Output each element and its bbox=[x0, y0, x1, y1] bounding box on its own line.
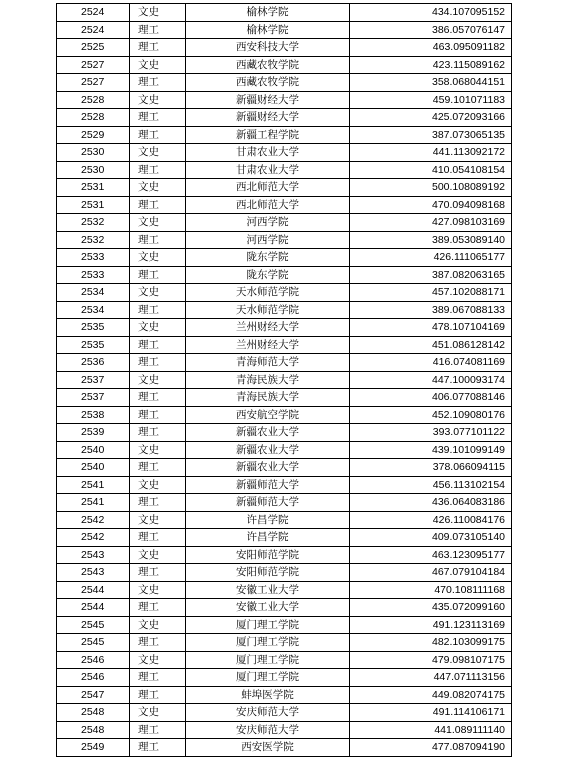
school-name-cell: 榆林学院 bbox=[186, 4, 350, 22]
subject-type-cell: 理工 bbox=[130, 336, 186, 354]
school-code-cell: 2531 bbox=[57, 179, 130, 197]
subject-type-cell: 理工 bbox=[130, 634, 186, 652]
score-cell: 459.101071183 bbox=[350, 91, 512, 109]
school-name-cell: 新疆农业大学 bbox=[186, 459, 350, 477]
table-row bbox=[57, 616, 512, 634]
school-code-cell: 2537 bbox=[57, 371, 130, 389]
school-name-cell: 许昌学院 bbox=[186, 511, 350, 529]
table-row bbox=[57, 74, 512, 92]
school-code-cell: 2540 bbox=[57, 441, 130, 459]
school-name-cell: 厦门理工学院 bbox=[186, 651, 350, 669]
school-code-cell: 2543 bbox=[57, 546, 130, 564]
score-cell: 410.054108154 bbox=[350, 161, 512, 179]
school-code-cell: 2534 bbox=[57, 301, 130, 319]
table-row bbox=[57, 686, 512, 704]
school-code-cell: 2528 bbox=[57, 109, 130, 127]
table-row bbox=[57, 721, 512, 739]
score-cell: 457.102088171 bbox=[350, 284, 512, 302]
school-code-cell: 2543 bbox=[57, 564, 130, 582]
school-name-cell: 新疆农业大学 bbox=[186, 424, 350, 442]
school-code-cell: 2533 bbox=[57, 249, 130, 267]
school-code-cell: 2532 bbox=[57, 214, 130, 232]
school-name-cell: 安阳师范学院 bbox=[186, 564, 350, 582]
table-row bbox=[57, 406, 512, 424]
score-cell: 427.098103169 bbox=[350, 214, 512, 232]
school-code-cell: 2545 bbox=[57, 616, 130, 634]
table-row bbox=[57, 651, 512, 669]
table-row bbox=[57, 494, 512, 512]
school-code-cell: 2530 bbox=[57, 161, 130, 179]
school-code-cell: 2536 bbox=[57, 354, 130, 372]
school-code-cell: 2539 bbox=[57, 424, 130, 442]
school-name-cell: 河西学院 bbox=[186, 214, 350, 232]
subject-type-cell: 理工 bbox=[130, 161, 186, 179]
school-name-cell: 天水师范学院 bbox=[186, 301, 350, 319]
subject-type-cell: 理工 bbox=[130, 459, 186, 477]
subject-type-cell: 理工 bbox=[130, 406, 186, 424]
school-code-cell: 2548 bbox=[57, 721, 130, 739]
school-name-cell: 厦门理工学院 bbox=[186, 616, 350, 634]
subject-type-cell: 文史 bbox=[130, 546, 186, 564]
school-code-cell: 2548 bbox=[57, 704, 130, 722]
school-code-cell: 2542 bbox=[57, 529, 130, 547]
table-row bbox=[57, 511, 512, 529]
table-row bbox=[57, 476, 512, 494]
school-code-cell: 2542 bbox=[57, 511, 130, 529]
school-name-cell: 许昌学院 bbox=[186, 529, 350, 547]
score-cell: 463.123095177 bbox=[350, 546, 512, 564]
table-row bbox=[57, 91, 512, 109]
school-name-cell: 西安航空学院 bbox=[186, 406, 350, 424]
table-row bbox=[57, 424, 512, 442]
table-row bbox=[57, 371, 512, 389]
table-row bbox=[57, 354, 512, 372]
score-cell: 387.073065135 bbox=[350, 126, 512, 144]
score-cell: 470.108111168 bbox=[350, 581, 512, 599]
score-cell: 426.111065177 bbox=[350, 249, 512, 267]
table-row bbox=[57, 144, 512, 162]
subject-type-cell: 理工 bbox=[130, 231, 186, 249]
table-body bbox=[57, 4, 512, 757]
school-name-cell: 青海民族大学 bbox=[186, 389, 350, 407]
table-row bbox=[57, 529, 512, 547]
score-cell: 467.079104184 bbox=[350, 564, 512, 582]
score-cell: 463.095091182 bbox=[350, 39, 512, 57]
score-cell: 452.109080176 bbox=[350, 406, 512, 424]
table-row bbox=[57, 459, 512, 477]
school-name-cell: 西藏农牧学院 bbox=[186, 56, 350, 74]
score-cell: 387.082063165 bbox=[350, 266, 512, 284]
school-name-cell: 安庆师范大学 bbox=[186, 721, 350, 739]
table-row bbox=[57, 564, 512, 582]
school-name-cell: 新疆师范大学 bbox=[186, 476, 350, 494]
school-code-cell: 2540 bbox=[57, 459, 130, 477]
score-cell: 500.108089192 bbox=[350, 179, 512, 197]
school-name-cell: 安庆师范大学 bbox=[186, 704, 350, 722]
table-row bbox=[57, 581, 512, 599]
table-row bbox=[57, 704, 512, 722]
score-cell: 439.101099149 bbox=[350, 441, 512, 459]
school-code-cell: 2546 bbox=[57, 669, 130, 687]
subject-type-cell: 文史 bbox=[130, 319, 186, 337]
score-cell: 482.103099175 bbox=[350, 634, 512, 652]
table-row bbox=[57, 441, 512, 459]
school-code-cell: 2525 bbox=[57, 39, 130, 57]
subject-type-cell: 文史 bbox=[130, 91, 186, 109]
table-row bbox=[57, 301, 512, 319]
school-name-cell: 甘肃农业大学 bbox=[186, 161, 350, 179]
school-name-cell: 新疆工程学院 bbox=[186, 126, 350, 144]
score-cell: 491.123113169 bbox=[350, 616, 512, 634]
score-cell: 491.114106171 bbox=[350, 704, 512, 722]
score-cell: 451.086128142 bbox=[350, 336, 512, 354]
school-name-cell: 青海民族大学 bbox=[186, 371, 350, 389]
subject-type-cell: 文史 bbox=[130, 214, 186, 232]
school-name-cell: 西藏农牧学院 bbox=[186, 74, 350, 92]
school-code-cell: 2547 bbox=[57, 686, 130, 704]
school-code-cell: 2528 bbox=[57, 91, 130, 109]
table-row bbox=[57, 109, 512, 127]
score-cell: 435.072099160 bbox=[350, 599, 512, 617]
school-code-cell: 2531 bbox=[57, 196, 130, 214]
school-name-cell: 西北师范大学 bbox=[186, 196, 350, 214]
subject-type-cell: 文史 bbox=[130, 511, 186, 529]
school-code-cell: 2530 bbox=[57, 144, 130, 162]
subject-type-cell: 理工 bbox=[130, 389, 186, 407]
school-code-cell: 2533 bbox=[57, 266, 130, 284]
school-code-cell: 2549 bbox=[57, 739, 130, 757]
score-cell: 426.110084176 bbox=[350, 511, 512, 529]
school-name-cell: 西安科技大学 bbox=[186, 39, 350, 57]
score-cell: 456.113102154 bbox=[350, 476, 512, 494]
table-row bbox=[57, 179, 512, 197]
school-code-cell: 2524 bbox=[57, 4, 130, 22]
table-row bbox=[57, 231, 512, 249]
subject-type-cell: 理工 bbox=[130, 599, 186, 617]
subject-type-cell: 文史 bbox=[130, 4, 186, 22]
school-code-cell: 2541 bbox=[57, 476, 130, 494]
school-name-cell: 兰州财经大学 bbox=[186, 336, 350, 354]
score-cell: 434.107095152 bbox=[350, 4, 512, 22]
score-cell: 436.064083186 bbox=[350, 494, 512, 512]
school-code-cell: 2527 bbox=[57, 56, 130, 74]
subject-type-cell: 理工 bbox=[130, 74, 186, 92]
school-name-cell: 河西学院 bbox=[186, 231, 350, 249]
school-code-cell: 2524 bbox=[57, 21, 130, 39]
score-cell: 478.107104169 bbox=[350, 319, 512, 337]
subject-type-cell: 理工 bbox=[130, 686, 186, 704]
subject-type-cell: 文史 bbox=[130, 441, 186, 459]
subject-type-cell: 文史 bbox=[130, 249, 186, 267]
table-row bbox=[57, 634, 512, 652]
table-row bbox=[57, 161, 512, 179]
score-cell: 470.094098168 bbox=[350, 196, 512, 214]
school-name-cell: 新疆财经大学 bbox=[186, 109, 350, 127]
table-row bbox=[57, 4, 512, 22]
subject-type-cell: 文史 bbox=[130, 144, 186, 162]
table-row bbox=[57, 739, 512, 757]
subject-type-cell: 理工 bbox=[130, 21, 186, 39]
school-name-cell: 安徽工业大学 bbox=[186, 581, 350, 599]
score-cell: 447.071113156 bbox=[350, 669, 512, 687]
score-cell: 406.077088146 bbox=[350, 389, 512, 407]
school-name-cell: 甘肃农业大学 bbox=[186, 144, 350, 162]
score-cell: 378.066094115 bbox=[350, 459, 512, 477]
school-code-cell: 2537 bbox=[57, 389, 130, 407]
school-name-cell: 厦门理工学院 bbox=[186, 669, 350, 687]
subject-type-cell: 文史 bbox=[130, 616, 186, 634]
score-cell: 389.067088133 bbox=[350, 301, 512, 319]
table-row bbox=[57, 389, 512, 407]
subject-type-cell: 理工 bbox=[130, 196, 186, 214]
table-row bbox=[57, 214, 512, 232]
school-name-cell: 蚌埠医学院 bbox=[186, 686, 350, 704]
school-name-cell: 兰州财经大学 bbox=[186, 319, 350, 337]
subject-type-cell: 理工 bbox=[130, 564, 186, 582]
subject-type-cell: 理工 bbox=[130, 669, 186, 687]
subject-type-cell: 文史 bbox=[130, 581, 186, 599]
school-name-cell: 青海师范大学 bbox=[186, 354, 350, 372]
school-code-cell: 2529 bbox=[57, 126, 130, 144]
subject-type-cell: 理工 bbox=[130, 494, 186, 512]
score-cell: 423.115089162 bbox=[350, 56, 512, 74]
school-name-cell: 安徽工业大学 bbox=[186, 599, 350, 617]
subject-type-cell: 理工 bbox=[130, 424, 186, 442]
school-name-cell: 厦门理工学院 bbox=[186, 634, 350, 652]
table-row bbox=[57, 196, 512, 214]
school-code-cell: 2538 bbox=[57, 406, 130, 424]
school-name-cell: 陇东学院 bbox=[186, 249, 350, 267]
table-row bbox=[57, 56, 512, 74]
table-row bbox=[57, 669, 512, 687]
table-row bbox=[57, 319, 512, 337]
score-cell: 441.089111140 bbox=[350, 721, 512, 739]
school-name-cell: 西北师范大学 bbox=[186, 179, 350, 197]
table-row bbox=[57, 599, 512, 617]
table-row bbox=[57, 249, 512, 267]
school-code-cell: 2534 bbox=[57, 284, 130, 302]
score-cell: 386.057076147 bbox=[350, 21, 512, 39]
subject-type-cell: 理工 bbox=[130, 354, 186, 372]
school-code-cell: 2535 bbox=[57, 319, 130, 337]
subject-type-cell: 文史 bbox=[130, 476, 186, 494]
school-code-cell: 2527 bbox=[57, 74, 130, 92]
score-cell: 358.068044151 bbox=[350, 74, 512, 92]
school-name-cell: 西安医学院 bbox=[186, 739, 350, 757]
table-row bbox=[57, 284, 512, 302]
score-cell: 393.077101122 bbox=[350, 424, 512, 442]
school-code-cell: 2532 bbox=[57, 231, 130, 249]
school-code-cell: 2546 bbox=[57, 651, 130, 669]
subject-type-cell: 理工 bbox=[130, 739, 186, 757]
table-row bbox=[57, 266, 512, 284]
school-code-cell: 2544 bbox=[57, 599, 130, 617]
subject-type-cell: 理工 bbox=[130, 529, 186, 547]
school-code-cell: 2545 bbox=[57, 634, 130, 652]
score-cell: 447.100093174 bbox=[350, 371, 512, 389]
score-cell: 389.053089140 bbox=[350, 231, 512, 249]
school-name-cell: 陇东学院 bbox=[186, 266, 350, 284]
score-cell: 449.082074175 bbox=[350, 686, 512, 704]
admission-score-table bbox=[56, 3, 512, 757]
subject-type-cell: 理工 bbox=[130, 126, 186, 144]
subject-type-cell: 理工 bbox=[130, 301, 186, 319]
school-code-cell: 2535 bbox=[57, 336, 130, 354]
table-row bbox=[57, 126, 512, 144]
table-row bbox=[57, 546, 512, 564]
subject-type-cell: 文史 bbox=[130, 284, 186, 302]
subject-type-cell: 文史 bbox=[130, 704, 186, 722]
subject-type-cell: 理工 bbox=[130, 721, 186, 739]
school-code-cell: 2544 bbox=[57, 581, 130, 599]
subject-type-cell: 文史 bbox=[130, 371, 186, 389]
subject-type-cell: 理工 bbox=[130, 109, 186, 127]
score-cell: 416.074081169 bbox=[350, 354, 512, 372]
subject-type-cell: 文史 bbox=[130, 179, 186, 197]
score-cell: 441.113092172 bbox=[350, 144, 512, 162]
school-code-cell: 2541 bbox=[57, 494, 130, 512]
score-cell: 409.073105140 bbox=[350, 529, 512, 547]
school-name-cell: 新疆农业大学 bbox=[186, 441, 350, 459]
table-row bbox=[57, 336, 512, 354]
table-row bbox=[57, 39, 512, 57]
subject-type-cell: 理工 bbox=[130, 266, 186, 284]
school-name-cell: 榆林学院 bbox=[186, 21, 350, 39]
score-cell: 425.072093166 bbox=[350, 109, 512, 127]
school-name-cell: 新疆财经大学 bbox=[186, 91, 350, 109]
subject-type-cell: 文史 bbox=[130, 651, 186, 669]
school-name-cell: 天水师范学院 bbox=[186, 284, 350, 302]
school-name-cell: 新疆师范大学 bbox=[186, 494, 350, 512]
subject-type-cell: 理工 bbox=[130, 39, 186, 57]
school-name-cell: 安阳师范学院 bbox=[186, 546, 350, 564]
table-row bbox=[57, 21, 512, 39]
score-cell: 479.098107175 bbox=[350, 651, 512, 669]
score-cell: 477.087094190 bbox=[350, 739, 512, 757]
subject-type-cell: 文史 bbox=[130, 56, 186, 74]
